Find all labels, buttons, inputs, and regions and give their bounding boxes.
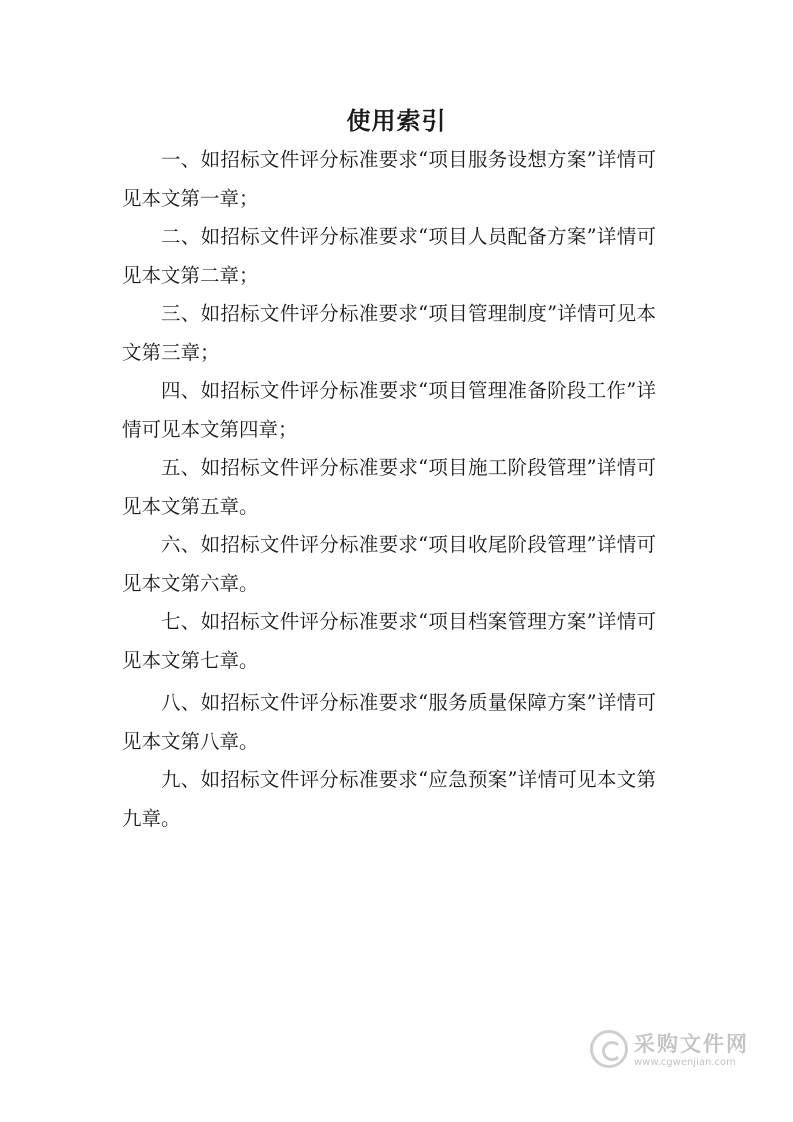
index-item-5: 五、如招标文件评分标准要求“项目施工阶段管理”详情可见本文第五章。 (122, 456, 656, 518)
index-item-4: 四、如招标文件评分标准要求“项目管理准备阶段工作”详情可见本文第四章； (122, 379, 656, 441)
page-title: 使用索引 (346, 106, 447, 135)
watermark-name: 采购文件网 (634, 1032, 749, 1056)
index-list (122, 141, 656, 838)
index-item-9: 九、如招标文件评分标准要求“应急预案”详情可见本文第九章。 (122, 768, 656, 830)
index-item-3: 三、如招标文件评分标准要求“项目管理制度”详情可见本文第三章； (122, 302, 656, 364)
index-item-2: 二、如招标文件评分标准要求“项目人员配备方案”详情可见本文第二章； (122, 225, 656, 287)
index-item-7: 七、如招标文件评分标准要求“项目档案管理方案”详情可见本文第七章。 (122, 610, 656, 672)
watermark-url: www.cgwenjian.com (634, 1057, 736, 1068)
index-item-8: 八、如招标文件评分标准要求“服务质量保障方案”详情可见本文第八章。 (122, 691, 656, 753)
watermark (590, 1028, 770, 1074)
index-item-6: 六、如招标文件评分标准要求“项目收尾阶段管理”详情可见本文第六章。 (122, 533, 656, 595)
cgwenjian-logo-icon (590, 1030, 628, 1068)
index-item-1: 一、如招标文件评分标准要求“项目服务设想方案”详情可见本文第一章； (122, 148, 656, 210)
